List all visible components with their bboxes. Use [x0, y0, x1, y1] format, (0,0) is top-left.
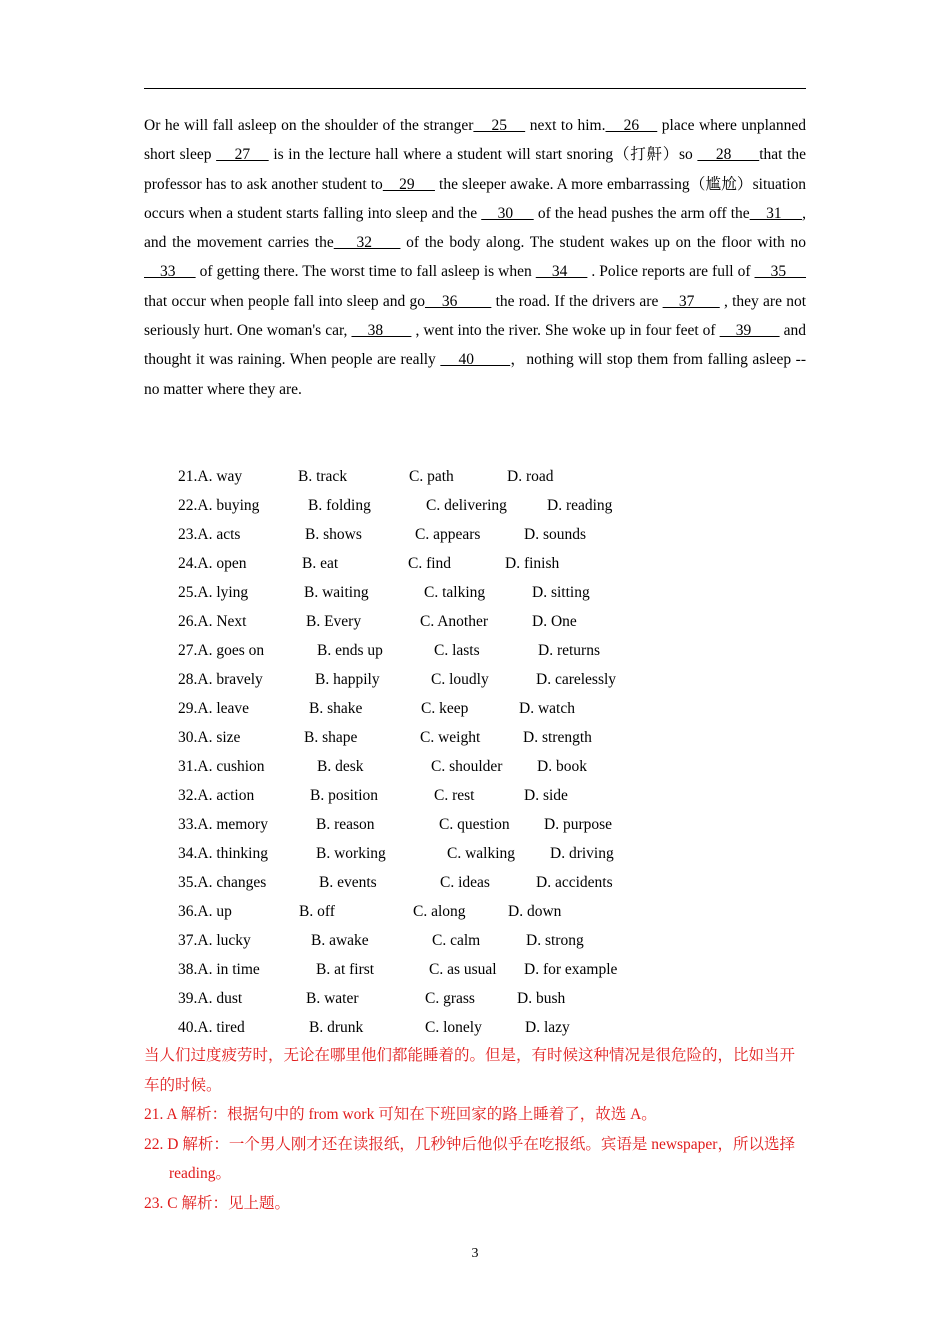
passage-text: and thought it was raining. When people are really — [144, 322, 806, 369]
option-a: 24.A. open — [178, 555, 247, 572]
option-b: B. eat — [302, 555, 339, 572]
option-b: B. shake — [309, 700, 363, 717]
question-row — [178, 955, 778, 984]
option-c: C. talking — [424, 584, 486, 601]
option-c: C. lonely — [425, 1019, 482, 1036]
option-a: 39.A. dust — [178, 990, 243, 1007]
option-d: D. bush — [517, 990, 566, 1007]
blank-31: 31 — [749, 204, 803, 222]
option-b: B. water — [306, 990, 359, 1007]
blank-39: 39 — [719, 322, 780, 340]
passage-text: of the body along. The student wakes up on the floor with no — [400, 234, 807, 252]
page-number: 3 — [471, 1246, 479, 1261]
option-b: B. waiting — [304, 584, 369, 601]
option-d: D. road — [507, 468, 554, 485]
blank-36: 36 — [424, 292, 492, 310]
blank-25: 25 — [473, 117, 526, 134]
option-b: B. awake — [311, 932, 369, 949]
option-b: B. events — [319, 874, 377, 891]
passage-text: , they are not seriously hurt. One woman's car, — [144, 292, 807, 340]
analysis-21: 21. A 解析：根据句中的 from work 可知在下班回家的路上睡着了，故选 A。 — [144, 1106, 657, 1123]
question-row — [178, 723, 778, 752]
option-b: B. off — [299, 903, 335, 920]
option-c: C. as usual — [429, 961, 497, 978]
option-b: B. shows — [305, 526, 362, 543]
option-c: C. calm — [432, 932, 481, 949]
option-a: 21.A. way — [178, 468, 243, 485]
option-a: 23.A. acts — [178, 526, 241, 543]
option-a: 25.A. lying — [178, 584, 249, 601]
analysis-22: 22. D 解析：一个男人刚才还在读报纸，几秒钟后他似乎在吃报纸。宾语是 newspaper，所以选择 reading。 — [144, 1135, 795, 1182]
option-c: C. Another — [420, 613, 489, 630]
option-d: D. lazy — [525, 1019, 570, 1036]
question-row — [178, 636, 778, 665]
passage-text: of getting there. The worst time to fall asleep is when — [195, 263, 536, 281]
option-b: B. happily — [315, 671, 380, 688]
option-a: 27.A. goes on — [178, 642, 265, 659]
option-c: C. walking — [447, 845, 516, 862]
option-a: 36.A. up — [178, 903, 232, 920]
option-d: D. sitting — [532, 584, 590, 601]
question-row — [178, 549, 778, 578]
option-d: D. down — [508, 903, 562, 920]
passage-text: , and the movement carries the — [144, 204, 807, 252]
blank-28: 28 — [697, 146, 760, 164]
option-c: C. appears — [415, 526, 481, 543]
question-row — [178, 578, 778, 607]
option-a: 30.A. size — [178, 729, 241, 746]
blank-40: 40 — [440, 351, 511, 369]
option-b: B. reason — [316, 816, 375, 833]
option-d: D. strength — [523, 729, 592, 746]
blank-34: 34 — [535, 263, 588, 281]
option-b: B. at first — [316, 961, 375, 978]
blank-26: 26 — [605, 117, 658, 134]
passage-text: that occur when people fall into sleep and go — [144, 292, 425, 310]
question-row — [178, 897, 778, 926]
question-row — [178, 810, 778, 839]
option-d: D. driving — [550, 845, 614, 862]
option-b: B. ends up — [317, 642, 383, 659]
passage-text: the road. If the drivers are — [491, 292, 663, 310]
analysis-section — [144, 1041, 808, 1218]
option-a: 32.A. action — [178, 787, 255, 804]
option-c: C. lasts — [434, 642, 480, 659]
header-rule — [144, 88, 806, 89]
passage-text: . Police reports are full of — [587, 263, 755, 281]
option-d: D. accidents — [536, 874, 613, 891]
option-a: 33.A. memory — [178, 816, 268, 833]
blank-27: 27 — [216, 146, 269, 164]
option-d: D. One — [532, 613, 577, 630]
passage-text: of the head pushes the arm off the — [533, 204, 750, 222]
question-row — [178, 665, 778, 694]
passage-text: the sleeper awake. A more embarrassing（尴尬）situation occurs when a student starts falling into sleep and the — [144, 175, 807, 222]
option-a: 28.A. bravely — [178, 671, 263, 688]
blank-38: 38 — [351, 322, 412, 340]
passage-text: place where unplanned short sleep — [144, 117, 806, 164]
question-row — [178, 520, 778, 549]
passage — [144, 111, 806, 404]
question-row — [178, 781, 778, 810]
option-c: C. keep — [421, 700, 469, 717]
question-row — [178, 1013, 778, 1042]
option-a: 40.A. tired — [178, 1019, 245, 1036]
blank-32: 32 — [333, 234, 401, 252]
option-c: C. ideas — [440, 874, 490, 891]
question-row — [178, 607, 778, 636]
passage-text: Or he will fall asleep on the shoulder of the stranger — [144, 117, 474, 134]
option-d: D. book — [537, 758, 587, 775]
option-c: C. weight — [420, 729, 481, 746]
blank-37: _37 — [662, 292, 720, 310]
option-b: B. track — [298, 468, 348, 485]
option-d: D. watch — [519, 700, 575, 717]
option-a: 34.A. thinking — [178, 845, 268, 862]
passage-text: , went into the river. She woke up in four feet of — [411, 322, 720, 340]
question-row — [178, 868, 778, 897]
blank-35: 35 — [754, 263, 807, 281]
options-list — [178, 462, 778, 1042]
question-row — [178, 926, 778, 955]
option-b: B. desk — [317, 758, 364, 775]
option-b: B. shape — [304, 729, 358, 746]
passage-text: that the professor has to ask another student to — [144, 146, 807, 193]
option-a: 37.A. lucky — [178, 932, 251, 949]
analysis-intro: 当人们过度疲劳时，无论在哪里他们都能睡着的。但是，有时候这种情况是很危险的，比如当开车的时候。 — [144, 1047, 796, 1094]
blank-30: 30 — [481, 204, 534, 222]
passage-text: ，nothing will stop them from falling asleep -- no matter where they are. — [144, 351, 807, 398]
question-row — [178, 462, 778, 491]
option-d: D. for example — [524, 961, 618, 978]
option-b: B. drunk — [309, 1019, 364, 1036]
option-c: C. rest — [434, 787, 475, 804]
question-row — [178, 491, 778, 520]
option-a: 26.A. Next — [178, 613, 247, 630]
question-row — [178, 694, 778, 723]
passage-text: next to him. — [525, 117, 606, 134]
option-d: D. carelessly — [536, 671, 617, 688]
option-a: 29.A. leave — [178, 700, 250, 717]
passage-text: is in the lecture hall where a student will start snoring（打鼾）so — [268, 146, 698, 164]
option-b: B. position — [310, 787, 379, 804]
option-d: D. finish — [505, 555, 560, 572]
option-c: C. path — [409, 468, 454, 485]
option-d: D. side — [524, 787, 568, 804]
analysis-23: 23. C 解析：见上题。 — [144, 1194, 290, 1212]
blank-33: 33 — [144, 263, 196, 281]
option-d: D. strong — [526, 932, 584, 949]
option-c: C. grass — [425, 990, 475, 1007]
option-b: B. folding — [308, 497, 371, 514]
question-row — [178, 984, 778, 1013]
option-c: C. find — [408, 555, 452, 572]
option-c: C. along — [413, 903, 466, 920]
option-c: C. shoulder — [431, 758, 503, 775]
option-d: D. returns — [538, 642, 600, 659]
option-d: D. purpose — [544, 816, 613, 833]
option-c: C. delivering — [426, 497, 507, 514]
option-d: D. sounds — [524, 526, 587, 543]
option-a: 35.A. changes — [178, 874, 267, 891]
option-c: C. loudly — [431, 671, 489, 688]
blank-29: 29 — [382, 175, 435, 193]
option-b: B. Every — [306, 613, 362, 630]
question-row — [178, 839, 778, 868]
option-c: C. question — [439, 816, 510, 833]
question-row — [178, 752, 778, 781]
option-a: 38.A. in time — [178, 961, 260, 978]
option-a: 31.A. cushion — [178, 758, 265, 775]
option-a: 22.A. buying — [178, 497, 260, 514]
option-d: D. reading — [547, 497, 613, 514]
option-b: B. working — [316, 845, 386, 862]
